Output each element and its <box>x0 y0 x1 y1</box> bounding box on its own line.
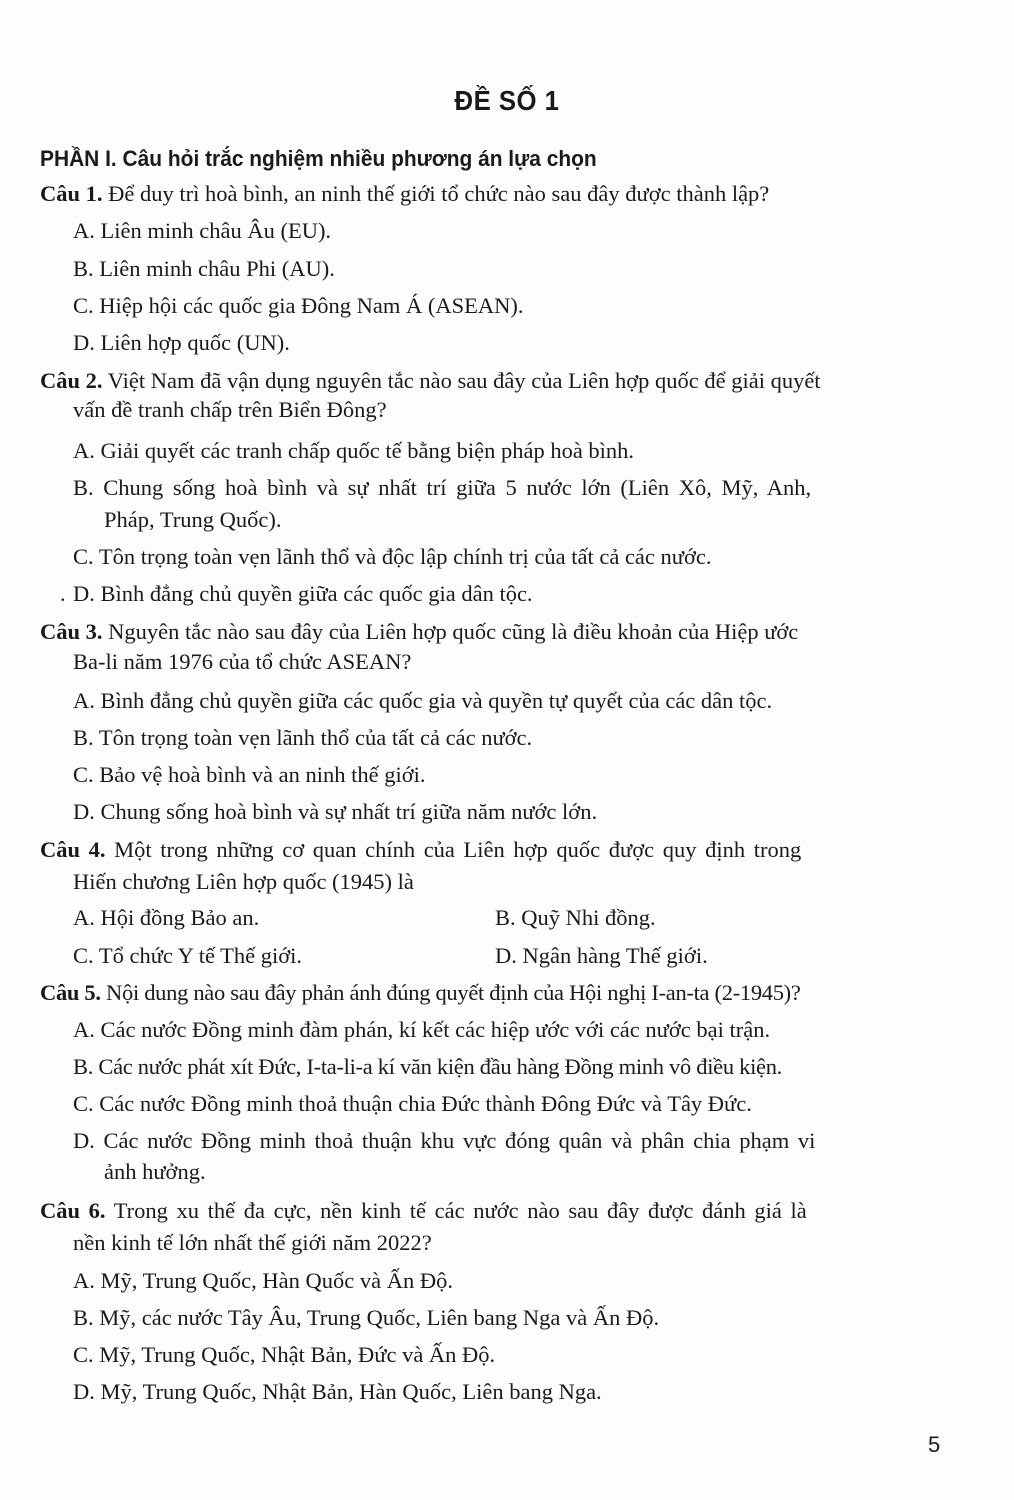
question-text: Trong xu thế đa cực, nền kinh tế các nước nào sau đây được đánh giá là <box>105 1198 807 1223</box>
option-d: D. Chung sống hoà bình và sự nhất trí giữa năm nước lớn. <box>73 799 598 824</box>
question-text: Nội dung nào sau đây phản ánh đúng quyết định của Hội nghị I-an-ta (2-1945)? <box>100 980 801 1005</box>
question-stem <box>40 979 801 1007</box>
question-text: Việt Nam đã vận dụng nguyên tắc nào sau đây của Liên hợp quốc để giải quyết <box>102 368 821 393</box>
option-c: C. Hiệp hội các quốc gia Đông Nam Á (ASEAN). <box>73 293 524 318</box>
option-a: A. Bình đẳng chủ quyền giữa các quốc gia và quyền tự quyết của các dân tộc. <box>73 688 773 713</box>
option-b: B. Mỹ, các nước Tây Âu, Trung Quốc, Liên bang Nga và Ấn Độ. <box>73 1305 660 1330</box>
question-stem <box>40 1197 807 1225</box>
option-d: D. Bình đẳng chủ quyền giữa các quốc gia dân tộc. <box>73 581 533 606</box>
question-stem <box>40 180 769 208</box>
stray-mark: . <box>60 581 66 606</box>
question-label: Câu 3. <box>40 619 103 644</box>
option-d-cont: ảnh hưởng. <box>104 1159 206 1184</box>
question-label: Câu 6. <box>40 1198 106 1223</box>
option-a: A. Mỹ, Trung Quốc, Hàn Quốc và Ấn Độ. <box>73 1268 453 1293</box>
question-stem <box>40 836 801 864</box>
option-c: C. Tôn trọng toàn vẹn lãnh thổ và độc lập chính trị của tất cả các nước. <box>73 544 712 569</box>
question-text-cont: Ba-li năm 1976 của tổ chức ASEAN? <box>73 649 412 674</box>
option-a: A. Hội đồng Bảo an. <box>73 905 260 930</box>
option-c: C. Bảo vệ hoà bình và an ninh thế giới. <box>73 762 426 787</box>
option-b: B. Tôn trọng toàn vẹn lãnh thổ của tất cả các nước. <box>73 725 533 750</box>
question-text: Nguyên tắc nào sau đây của Liên hợp quốc cũng là điều khoản của Hiệp ước <box>102 619 799 644</box>
option-b: B. Chung sống hoà bình và sự nhất trí giữa 5 nước lớn (Liên Xô, Mỹ, Anh, <box>73 475 812 500</box>
exam-title: ĐỀ SỐ 1 <box>454 85 560 116</box>
question-label: Câu 2. <box>40 368 103 393</box>
option-a: A. Các nước Đồng minh đàm phán, kí kết các hiệp ước với các nước bại trận. <box>73 1017 771 1042</box>
page-number: 5 <box>928 1432 941 1457</box>
question-label: Câu 4. <box>40 837 106 862</box>
question-text-cont: Hiến chương Liên hợp quốc (1945) là <box>73 869 414 894</box>
option-b: B. Các nước phát xít Đức, I-ta-li-a kí văn kiện đầu hàng Đồng minh vô điều kiện. <box>73 1054 782 1079</box>
question-label: Câu 1. <box>40 181 103 206</box>
option-c: C. Các nước Đồng minh thoả thuận chia Đức thành Đông Đức và Tây Đức. <box>73 1091 752 1116</box>
question-text-cont: nền kinh tế lớn nhất thế giới năm 2022? <box>73 1230 432 1255</box>
option-d: D. Liên hợp quốc (UN). <box>73 330 290 355</box>
question-stem <box>40 367 950 395</box>
question-text: Một trong những cơ quan chính của Liên hợp quốc được quy định trong <box>105 837 802 862</box>
option-a: A. Liên minh châu Âu (EU). <box>73 218 332 243</box>
option-d: D. Mỹ, Trung Quốc, Nhật Bản, Hàn Quốc, Liên bang Nga. <box>73 1379 602 1404</box>
part-heading: PHẦN I. Câu hỏi trắc nghiệm nhiều phương án lựa chọn <box>40 146 597 171</box>
option-d: D. Các nước Đồng minh thoả thuận khu vực đóng quân và phân chia phạm vi <box>73 1128 816 1153</box>
option-a: A. Giải quyết các tranh chấp quốc tế bằng biện pháp hoà bình. <box>73 438 635 463</box>
option-c: C. Mỹ, Trung Quốc, Nhật Bản, Đức và Ấn Độ. <box>73 1342 496 1367</box>
option-b: B. Liên minh châu Phi (AU). <box>73 256 335 281</box>
question-label: Câu 5. <box>40 980 101 1005</box>
option-b-cont: Pháp, Trung Quốc). <box>104 507 282 532</box>
option-c: C. Tổ chức Y tế Thế giới. <box>73 943 303 968</box>
option-d: D. Ngân hàng Thế giới. <box>495 943 708 968</box>
option-b: B. Quỹ Nhi đồng. <box>495 905 656 930</box>
question-stem <box>40 618 798 646</box>
question-text: Để duy trì hoà bình, an ninh thế giới tổ chức nào sau đây được thành lập? <box>102 181 770 206</box>
question-text-cont: vấn đề tranh chấp trên Biển Đông? <box>73 397 387 422</box>
